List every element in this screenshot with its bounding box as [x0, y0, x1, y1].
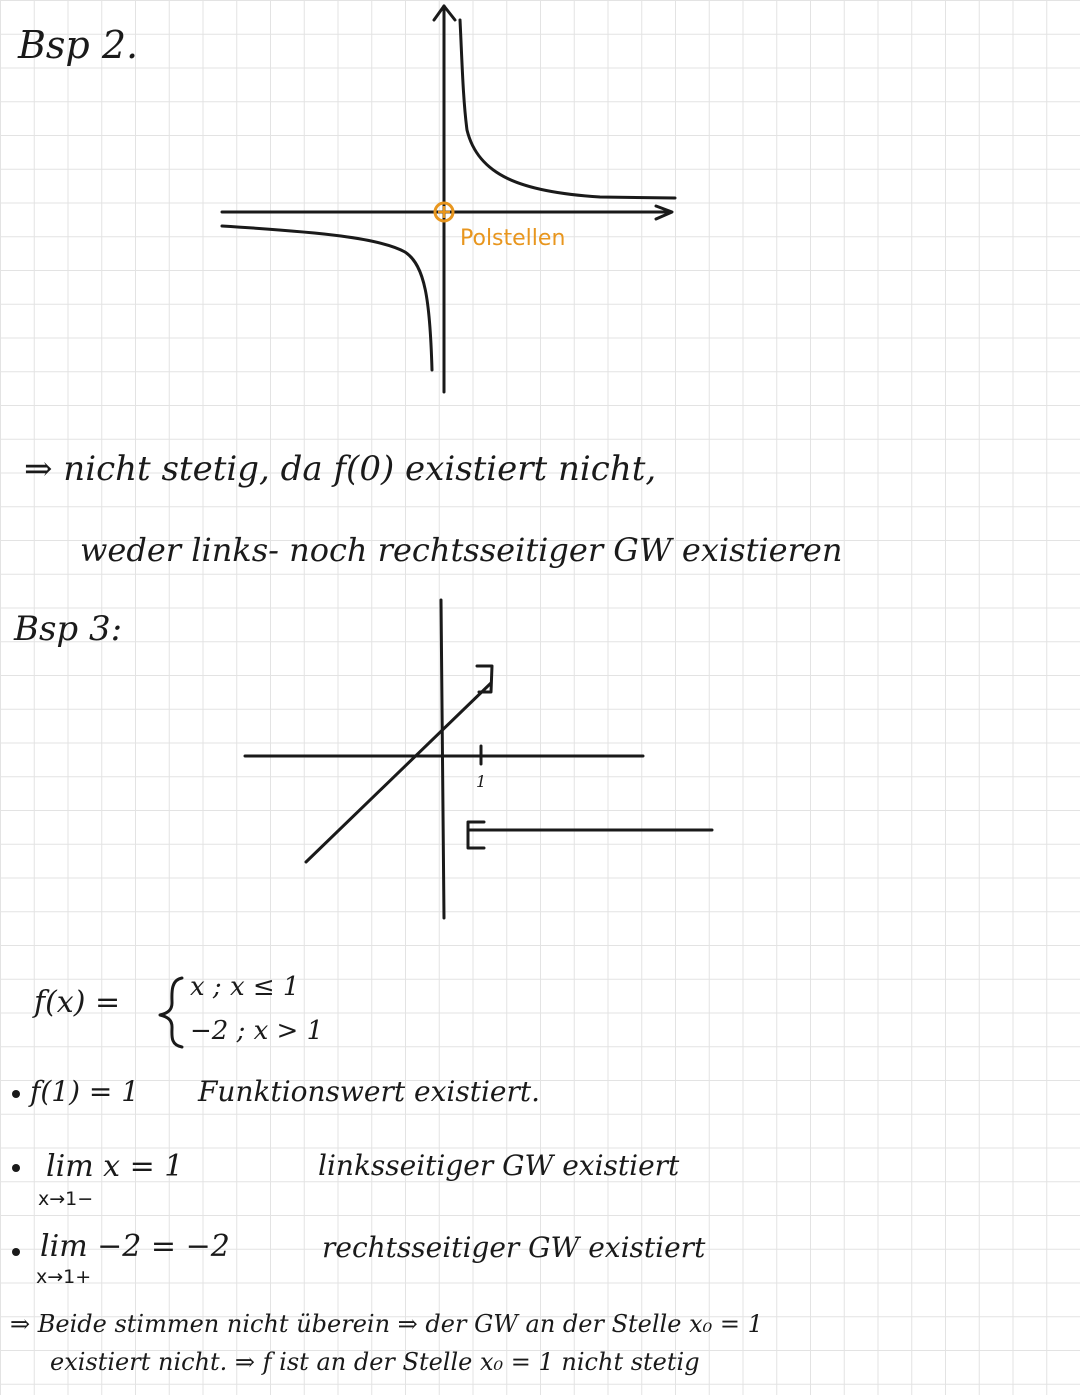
- bullet-1: [12, 1090, 20, 1098]
- pole-label: Polstellen: [460, 226, 566, 251]
- point1-expr: f(1) = 1: [30, 1075, 140, 1108]
- point1-note: Funktionswert existiert.: [198, 1075, 541, 1108]
- final-line2: existiert nicht. ⇒ f ist an der Stelle x₀ = 1 nicht stetig: [50, 1348, 700, 1376]
- function-lhs: f(x) =: [34, 985, 121, 1020]
- final-line1: ⇒ Beide stimmen nicht überein ⇒ der GW an der Stelle x₀ = 1: [10, 1310, 763, 1338]
- point2-sub: x→1−: [38, 1188, 94, 1210]
- bullet-3: [12, 1248, 20, 1256]
- tick-label-1: 1: [476, 772, 487, 791]
- point3-note: rechtsseitiger GW existiert: [322, 1231, 706, 1264]
- point3-sub: x→1+: [36, 1266, 92, 1288]
- example2-heading: Bsp 2.: [18, 23, 139, 67]
- point3-expr: lim −2 = −2: [40, 1229, 230, 1264]
- bullet-2: [12, 1164, 20, 1172]
- function-case1: x ; x ≤ 1: [190, 972, 300, 1002]
- point2-note: linksseitiger GW existiert: [318, 1149, 680, 1182]
- function-case2: −2 ; x > 1: [190, 1016, 324, 1046]
- example3-heading: Bsp 3:: [14, 609, 123, 649]
- point2-expr: lim x = 1: [46, 1149, 184, 1184]
- example2-conclusion-line1: ⇒ nicht stetig, da f(0) existiert nicht,: [24, 449, 657, 489]
- example2-conclusion-line2: weder links- noch rechtsseitiger GW existieren: [80, 531, 843, 569]
